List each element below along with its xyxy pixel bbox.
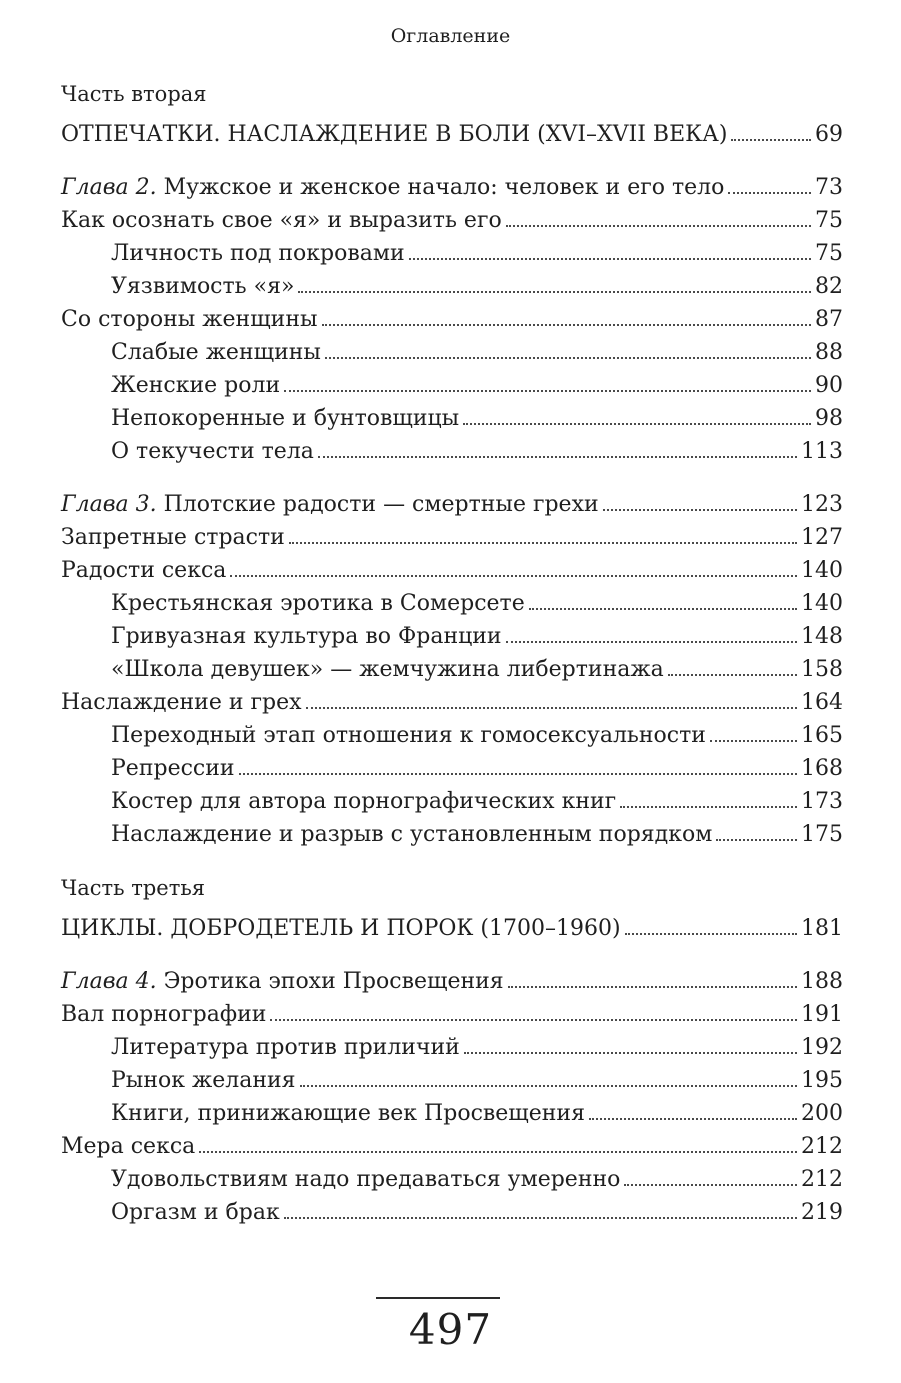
chapter-name: Плотские радости — смертные грехи: [156, 492, 599, 517]
dot-leader: [409, 258, 811, 260]
subsection-row: [61, 650, 843, 683]
dot-leader: [529, 608, 797, 610]
footer-rule: [376, 1297, 500, 1299]
page-ref: 75: [815, 241, 843, 266]
spacer: [61, 848, 843, 876]
dot-leader: [463, 423, 811, 425]
page-ref: 188: [801, 969, 843, 994]
page-ref: 73: [815, 175, 843, 200]
spacer: [61, 942, 843, 962]
chapter-title: [61, 968, 504, 995]
chapter-row: [61, 962, 843, 995]
chapter-number: Глава 4.: [61, 969, 157, 994]
dot-leader: [464, 1052, 797, 1054]
section-row: [61, 1127, 843, 1160]
section-title: Как осознать свое «я» и выразить его: [61, 208, 502, 233]
dot-leader: [199, 1151, 797, 1153]
subsection-title: Костер для автора порнографических книг: [111, 789, 617, 814]
chapter-row: [61, 168, 843, 201]
dot-leader: [318, 456, 797, 458]
section-row: [61, 683, 843, 716]
page-ref: 90: [815, 373, 843, 398]
page-ref: 195: [801, 1068, 843, 1093]
spacer: [61, 465, 843, 485]
chapter-number: Глава 2.: [61, 175, 157, 200]
chapter-name: Эротика эпохи Просвещения: [156, 969, 504, 994]
subsection-row: [61, 1160, 843, 1193]
subsection-title: Рынок желания: [111, 1068, 296, 1093]
dot-leader: [624, 1184, 797, 1186]
page-ref: 98: [815, 406, 843, 431]
page-ref: 88: [815, 340, 843, 365]
section-title: Запретные страсти: [61, 525, 285, 550]
page-ref: 140: [801, 558, 843, 583]
page-ref: 82: [815, 274, 843, 299]
page-ref: 113: [801, 439, 843, 464]
section-title: Со стороны женщины: [61, 307, 318, 332]
dot-leader: [625, 933, 797, 935]
section-row: [61, 518, 843, 551]
subsection-row: [61, 1028, 843, 1061]
dot-leader: [284, 390, 811, 392]
page-ref: 175: [801, 822, 843, 847]
subsection-title: Удовольствиям надо предаваться умеренно: [111, 1167, 621, 1192]
subsection-title: О текучести тела: [111, 439, 314, 464]
dot-leader: [620, 806, 797, 808]
dot-leader: [728, 192, 811, 194]
page-ref: 191: [801, 1002, 843, 1027]
subsection-title: Наслаждение и разрыв с установленным порядком: [111, 822, 713, 847]
subsection-title: Слабые женщины: [111, 340, 321, 365]
subsection-row: [61, 267, 843, 300]
page-ref: 212: [801, 1134, 843, 1159]
part-title-row: [61, 908, 843, 942]
chapter-title: [61, 491, 599, 518]
subsection-title: Гривуазная культура во Франции: [111, 624, 502, 649]
dot-leader: [298, 291, 811, 293]
subsection-row: [61, 617, 843, 650]
dot-leader: [325, 357, 811, 359]
subsection-row: [61, 716, 843, 749]
dot-leader: [508, 986, 797, 988]
subsection-title: Крестьянская эротика в Сомерсете: [111, 591, 525, 616]
part-title-row: [61, 114, 843, 148]
section-row: [61, 995, 843, 1028]
dot-leader: [731, 139, 811, 141]
section-row: [61, 551, 843, 584]
dot-leader: [306, 707, 797, 709]
subsection-row: [61, 399, 843, 432]
subsection-title: Непокоренные и бунтовщицы: [111, 406, 460, 431]
table-of-contents: [61, 82, 843, 1226]
spacer: [61, 148, 843, 168]
subsection-title: Переходный этап отношения к гомосексуальности: [111, 723, 706, 748]
running-header: Оглавление: [390, 25, 511, 47]
section-title: Вал порнографии: [61, 1002, 267, 1027]
page-number: 497: [408, 1305, 493, 1354]
subsection-row: [61, 584, 843, 617]
subsection-title: Личность под покровами: [111, 241, 405, 266]
dot-leader: [300, 1085, 797, 1087]
subsection-title: Уязвимость «я»: [111, 274, 295, 299]
subsection-row: [61, 1094, 843, 1127]
chapter-row: [61, 485, 843, 518]
chapter-name: Мужское и женское начало: человек и его тело: [156, 175, 725, 200]
subsection-row: [61, 432, 843, 465]
subsection-row: [61, 1193, 843, 1226]
page-ref: 140: [801, 591, 843, 616]
subsection-row: [61, 333, 843, 366]
subsection-title: Репрессии: [111, 756, 235, 781]
dot-leader: [270, 1019, 797, 1021]
dot-leader: [716, 839, 797, 841]
page-ref: 181: [801, 916, 843, 941]
page-ref: 127: [801, 525, 843, 550]
page-ref: 212: [801, 1167, 843, 1192]
subsection-title: Оргазм и брак: [111, 1200, 280, 1225]
page-ref: 158: [801, 657, 843, 682]
subsection-row: [61, 1061, 843, 1094]
part-label: Часть вторая: [61, 82, 207, 106]
section-title: Мера секса: [61, 1134, 196, 1159]
page-ref: 173: [801, 789, 843, 814]
chapter-title: [61, 174, 724, 201]
page-ref: 192: [801, 1035, 843, 1060]
chapter-number: Глава 3.: [61, 492, 157, 517]
part-label: Часть третья: [61, 876, 206, 900]
page-ref: 75: [815, 208, 843, 233]
section-title: Радости секса: [61, 558, 227, 583]
subsection-row: [61, 234, 843, 267]
subsection-title: «Школа девушек» — жемчужина либертинажа: [111, 657, 664, 682]
page-ref: 69: [815, 122, 843, 147]
subsection-row: [61, 749, 843, 782]
page-ref: 148: [801, 624, 843, 649]
dot-leader: [322, 324, 811, 326]
dot-leader: [506, 641, 797, 643]
dot-leader: [284, 1217, 797, 1219]
dot-leader: [710, 740, 797, 742]
dot-leader: [668, 674, 797, 676]
page-ref: 123: [801, 492, 843, 517]
dot-leader: [589, 1118, 797, 1120]
page-ref: 164: [801, 690, 843, 715]
dot-leader: [506, 225, 811, 227]
dot-leader: [603, 509, 797, 511]
page-ref: 200: [801, 1101, 843, 1126]
subsection-title: Литература против приличий: [111, 1035, 460, 1060]
section-row: [61, 201, 843, 234]
subsection-row: [61, 782, 843, 815]
page-ref: 87: [815, 307, 843, 332]
dot-leader: [230, 575, 797, 577]
page-ref: 219: [801, 1200, 843, 1225]
dot-leader: [239, 773, 797, 775]
subsection-row: [61, 815, 843, 848]
subsection-row: [61, 366, 843, 399]
section-title: Наслаждение и грех: [61, 690, 302, 715]
subsection-title: Книги, принижающие век Просвещения: [111, 1101, 585, 1126]
section-row: [61, 300, 843, 333]
subsection-title: Женские роли: [111, 373, 281, 398]
page-ref: 165: [801, 723, 843, 748]
part-title: ОТПЕЧАТКИ. НАСЛАЖДЕНИЕ В БОЛИ (XVI–XVII ВЕКА): [61, 122, 728, 147]
page-ref: 168: [801, 756, 843, 781]
dot-leader: [289, 542, 797, 544]
part-title: ЦИКЛЫ. ДОБРОДЕТЕЛЬ И ПОРОК (1700–1960): [61, 916, 621, 941]
